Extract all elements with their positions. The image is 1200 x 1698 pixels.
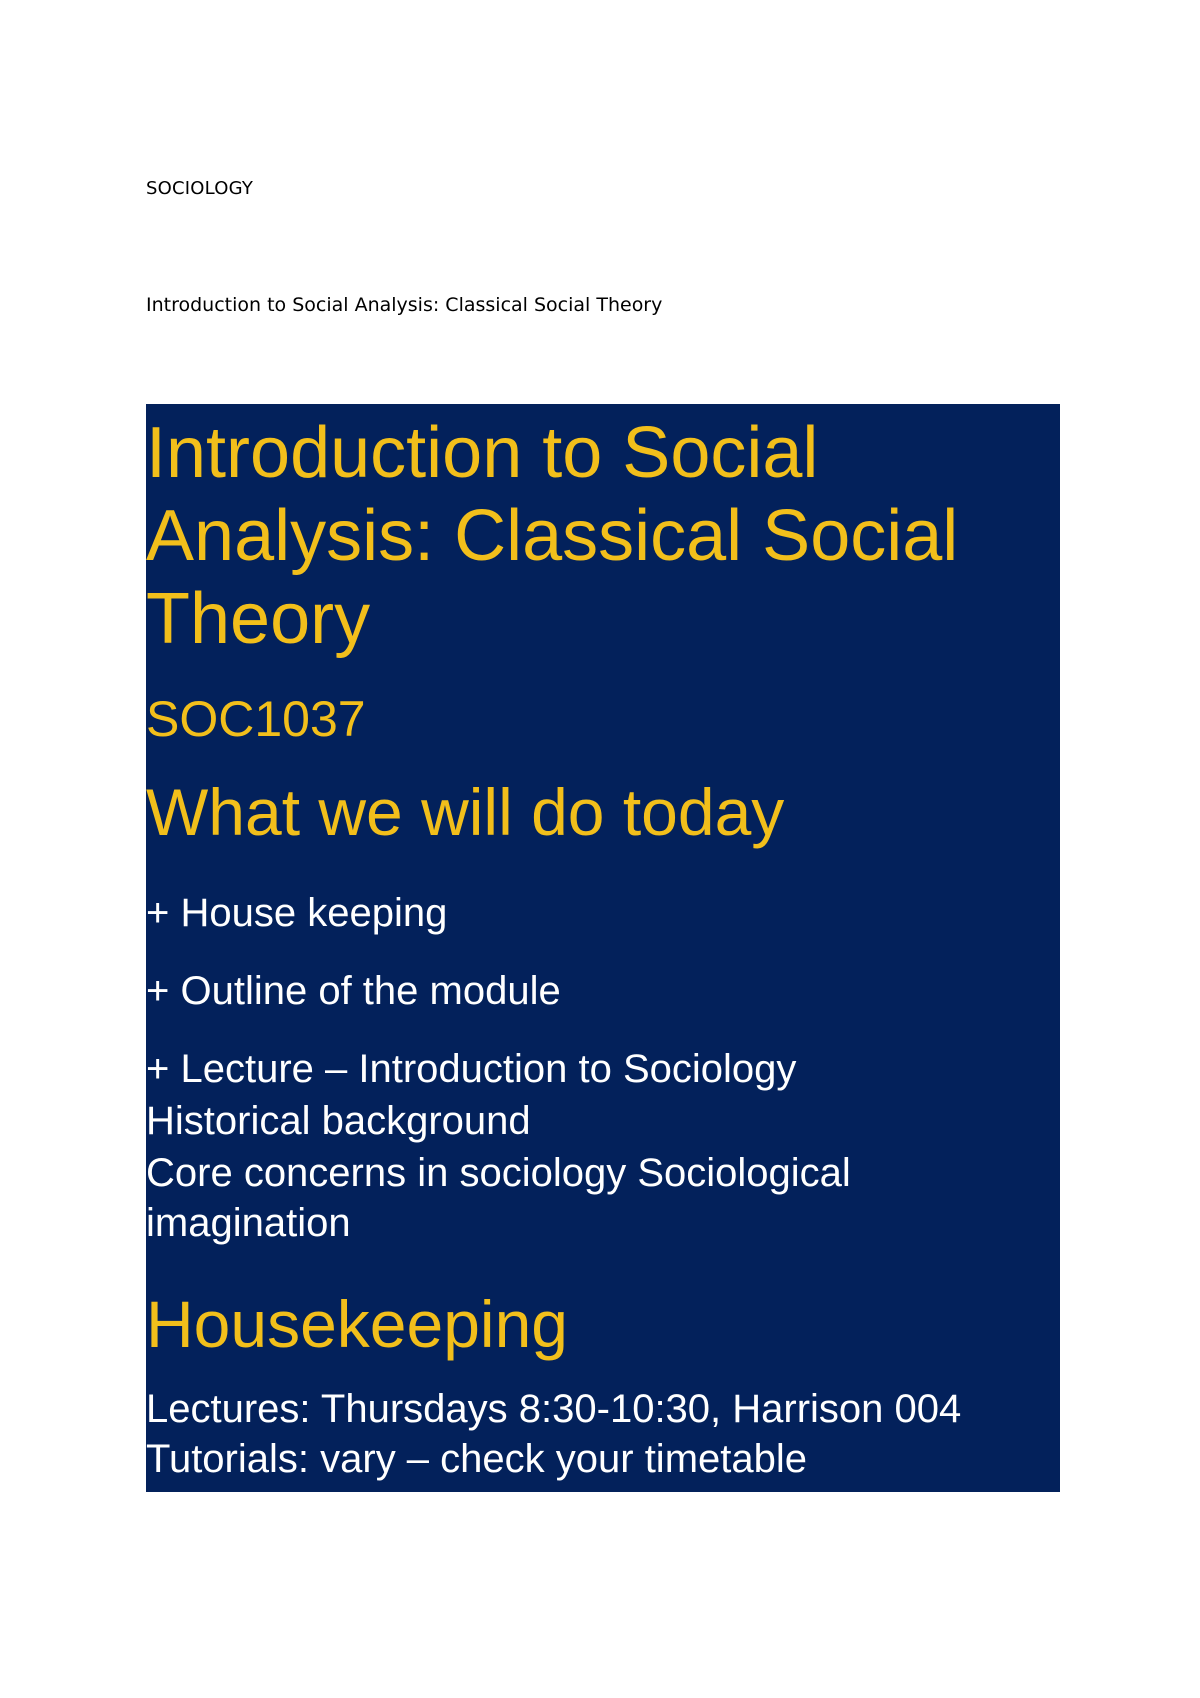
lectures-schedule: Lectures: Thursdays 8:30-10:30, Harrison 004 xyxy=(146,1387,962,1431)
agenda-item-housekeeping: + House keeping xyxy=(146,891,448,935)
course-code: SOC1037 xyxy=(146,691,366,747)
document-subtitle: Introduction to Social Analysis: Classical Social Theory xyxy=(146,294,663,316)
housekeeping-heading: Housekeeping xyxy=(146,1287,568,1361)
agenda-heading: What we will do today xyxy=(146,775,785,849)
lecture-subitem-historical: Historical background xyxy=(146,1099,531,1143)
tutorials-schedule: Tutorials: vary – check your timetable xyxy=(146,1437,807,1481)
agenda-item-outline: + Outline of the module xyxy=(146,969,561,1013)
slide-title: Introduction to Social Analysis: Classical Social Theory xyxy=(146,413,959,659)
lecture-subitem-core-concerns: Core concerns in sociology Sociological imagination xyxy=(146,1151,851,1245)
slide-image xyxy=(146,404,1060,1492)
agenda-item-lecture: + Lecture – Introduction to Sociology xyxy=(146,1047,797,1091)
document-header: SOCIOLOGY xyxy=(146,178,254,199)
